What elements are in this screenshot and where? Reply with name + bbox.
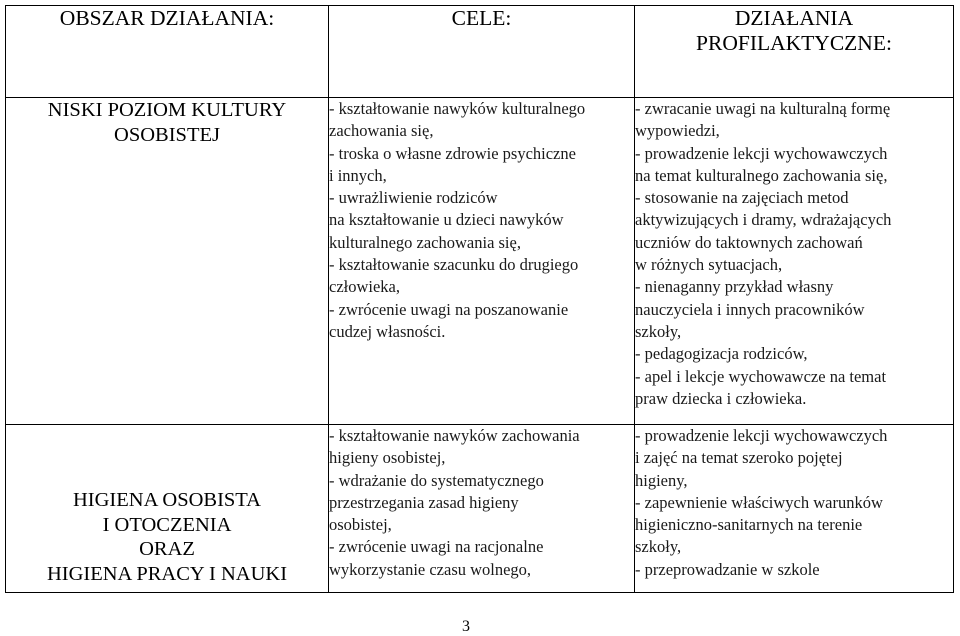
header-goals-label: CELE:	[451, 6, 512, 30]
action-line: w różnych sytuacjach,	[635, 255, 783, 275]
action-line: - pedagogizacja rodziców,	[635, 344, 808, 364]
area-cell	[6, 425, 329, 593]
area-line: HIGIENA PRACY I NAUKI	[46, 562, 288, 585]
header-actions-label-line2: PROFILAKTYCZNE:	[696, 31, 892, 55]
action-line: higieniczno-sanitarnych na terenie	[635, 515, 863, 535]
goals-cell	[329, 425, 635, 593]
action-line: - nienaganny przykład własny	[635, 277, 834, 297]
action-line: - prowadzenie lekcji wychowawczych	[635, 426, 888, 445]
goal-line: - uwrażliwienie rodziców	[329, 188, 498, 208]
area-line: OSOBISTEJ	[114, 123, 220, 146]
area-line: I OTOCZENIA	[102, 513, 232, 536]
action-line: - prowadzenie lekcji wychowawczych	[635, 143, 888, 163]
table-row	[6, 98, 954, 425]
action-line: - przeprowadzanie w szkole	[635, 559, 820, 579]
goal-line: zachowania się,	[329, 121, 434, 141]
actions-cell	[635, 98, 954, 425]
goal-line: - kształtowanie szacunku do drugiego	[329, 255, 579, 275]
goal-line: człowieka,	[329, 277, 401, 297]
goal-line: wykorzystanie czasu wolnego,	[329, 559, 532, 579]
area-cell	[6, 98, 329, 425]
action-line: aktywizujących i dramy, wdrażających	[635, 210, 892, 230]
goal-line: kulturalnego zachowania się,	[329, 232, 521, 252]
goal-line: cudzej własności.	[329, 321, 446, 341]
area-line: ORAZ	[139, 538, 195, 560]
goal-line: - kształtowanie nawyków zachowania	[329, 426, 580, 445]
action-line: uczniów do taktownych zachowań	[635, 232, 863, 252]
action-line: szkoły,	[635, 537, 682, 557]
goal-line: przestrzegania zasad higieny	[329, 492, 519, 512]
action-line: i zajęć na temat szeroko pojętej	[635, 448, 843, 468]
action-line: praw dziecka i człowieka.	[635, 388, 807, 408]
goal-line: osobistej,	[329, 515, 392, 535]
action-line: wypowiedzi,	[635, 121, 720, 141]
goal-line: na kształtowanie u dzieci nawyków	[329, 210, 564, 230]
action-line: - zwracanie uwagi na kulturalną formę	[635, 99, 891, 118]
goal-line: i innych,	[329, 165, 387, 185]
header-actions-label-line1: DZIAŁANIA	[734, 6, 854, 30]
action-line: szkoły,	[635, 321, 682, 341]
goal-line: - wdrażanie do systematycznego	[329, 470, 544, 490]
goal-line: - troska o własne zdrowie psychiczne	[329, 143, 576, 163]
action-line: - stosowanie na zajęciach metod	[635, 188, 849, 208]
action-line: higieny,	[635, 470, 688, 490]
header-area-label: OBSZAR DZIAŁANIA:	[59, 6, 275, 30]
header-area	[6, 6, 329, 98]
header-goals	[329, 6, 635, 98]
area-line: HIGIENA OSOBISTA	[73, 489, 261, 511]
action-line: - apel i lekcje wychowawcze na temat	[635, 366, 887, 386]
action-line: nauczyciela i innych pracowników	[635, 299, 865, 319]
action-line: - zapewnienie właściwych warunków	[635, 492, 883, 512]
header-row	[6, 6, 954, 98]
header-actions	[635, 6, 954, 98]
goal-line: - kształtowanie nawyków kulturalnego	[329, 99, 586, 118]
goal-line: - zwrócenie uwagi na poszanowanie	[329, 299, 569, 319]
prevention-table	[5, 5, 954, 593]
goals-cell	[329, 98, 635, 425]
goal-line: - zwrócenie uwagi na racjonalne	[329, 537, 544, 557]
area-line: NISKI POZIOM KULTURY	[47, 99, 287, 121]
page-number: 3	[462, 618, 470, 635]
goal-line: higieny osobistej,	[329, 448, 446, 468]
actions-cell	[635, 425, 954, 593]
table-row	[6, 425, 954, 593]
action-line: na temat kulturalnego zachowania się,	[635, 165, 888, 185]
